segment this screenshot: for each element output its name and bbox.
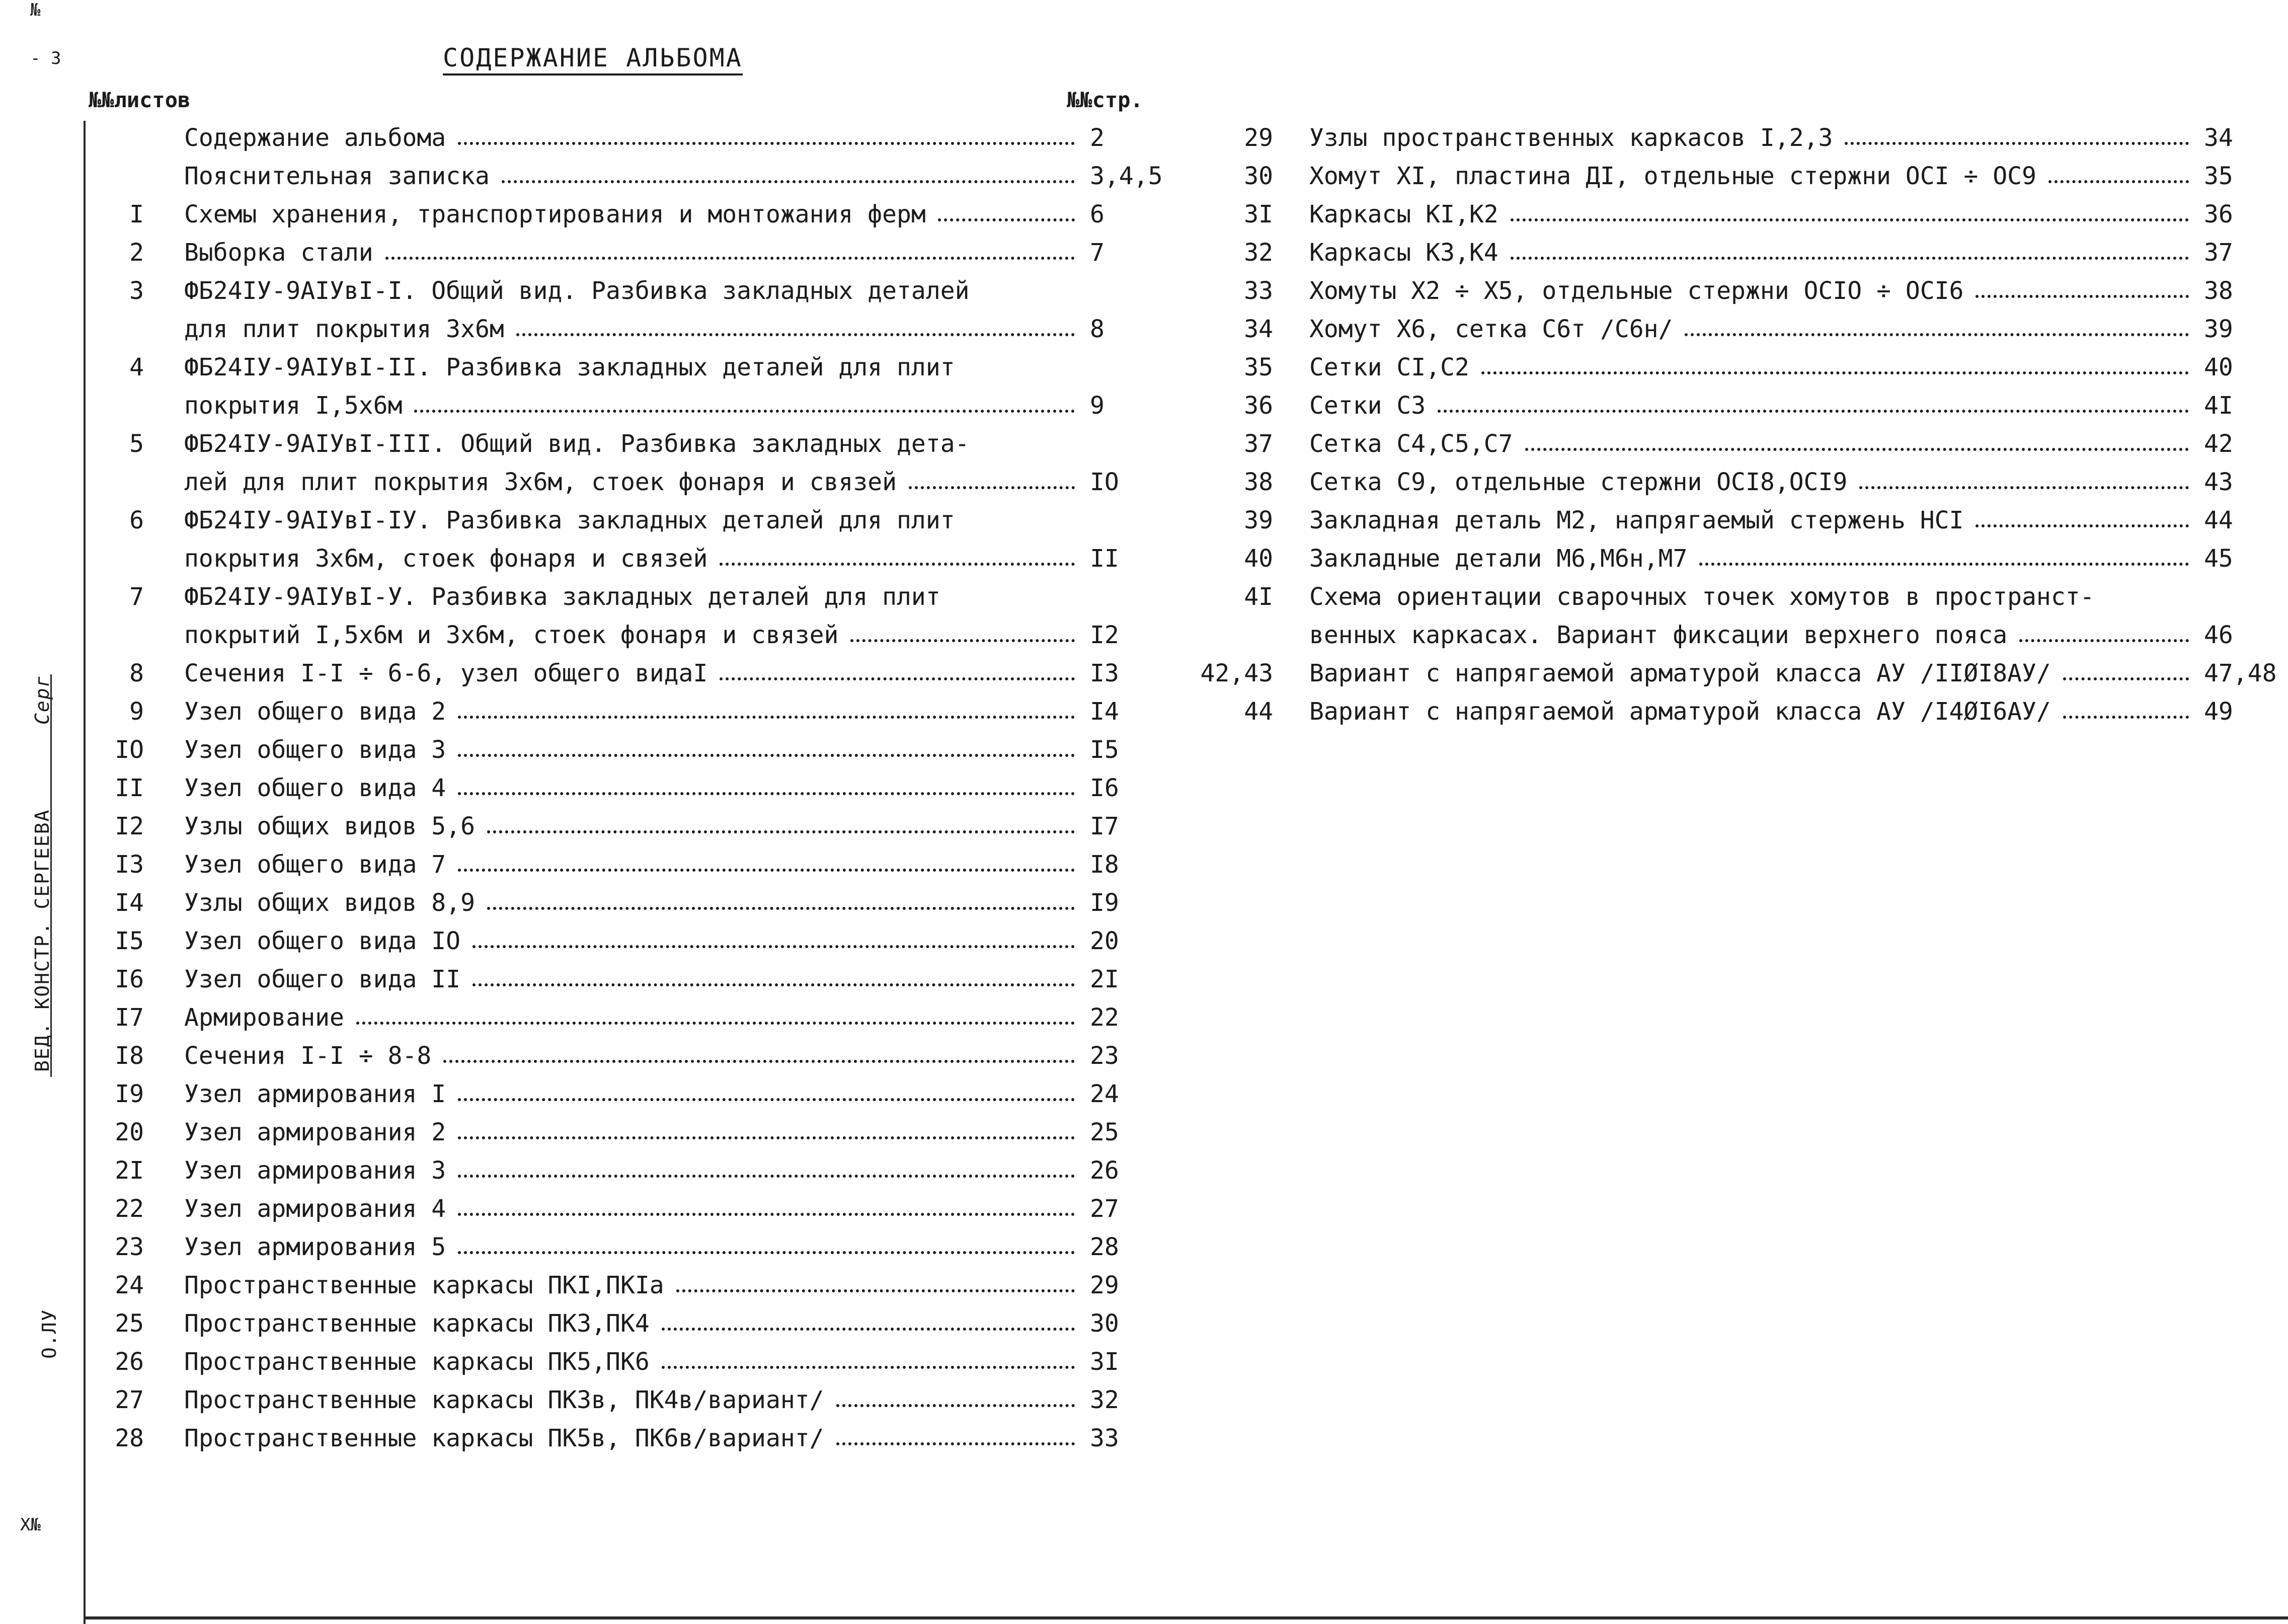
page-number: 25 (1090, 1118, 1119, 1146)
sheet-number: 4I (1244, 583, 1273, 611)
sheet-description: Узел общего вида IO (184, 927, 461, 955)
page-number: 20 (1090, 927, 1119, 955)
toc-row (89, 731, 1170, 769)
sheet-description-continued: покрытий I,5х6м и 3х6м, стоек фонаря и связей (184, 621, 839, 649)
dot-leader (458, 1190, 1075, 1216)
page-number: 3I (1090, 1348, 1119, 1376)
toc-row (1172, 692, 2233, 731)
sheet-number: I3 (115, 850, 144, 879)
sheet-number: 22 (115, 1195, 144, 1223)
sheet-description: Хомуты Х2 ÷ Х5, отдельные стержни ОСIО ÷ ОСI6 (1309, 277, 1964, 305)
sheets-column-header: №№листов (89, 88, 191, 112)
dot-leader (1976, 272, 2189, 298)
dot-leader (458, 1151, 1075, 1178)
sheet-number: 8 (129, 659, 144, 687)
sheet-description-continued: для плит покрытия 3х6м (184, 315, 504, 343)
sheet-description: Пространственные каркасы ПКI,ПКIа (184, 1271, 664, 1299)
toc-row (89, 1266, 1170, 1304)
sheet-number: 25 (115, 1309, 144, 1338)
sheet-number: 6 (129, 506, 144, 534)
sheet-description: Пространственные каркасы ПК3в, ПК4в/вариант/ (184, 1386, 824, 1414)
sheet-number: 33 (1244, 277, 1273, 305)
sheet-description-continued: покрытия 3х6м, стоек фонаря и связей (184, 545, 708, 573)
sheet-number: I9 (115, 1080, 144, 1108)
page-number: I6 (1090, 774, 1119, 802)
page-number: I2 (1090, 621, 1119, 649)
dot-leader (1511, 195, 2189, 221)
toc-row (89, 884, 1170, 922)
sheet-description: Узел общего вида 2 (184, 698, 446, 726)
toc-row (89, 769, 1170, 807)
toc-row (1172, 463, 2233, 501)
dot-leader (458, 845, 1075, 872)
dot-leader (458, 119, 1075, 145)
sheet-number: IO (115, 736, 144, 764)
dot-leader (487, 884, 1075, 910)
toc-row (89, 960, 1170, 998)
sheet-number: 38 (1244, 468, 1273, 496)
vertical-approval-label: ВЕД. КОНСТР. СЕРГЕЕВА (31, 809, 53, 1072)
toc-row (89, 845, 1170, 884)
toc-row (89, 1190, 1170, 1228)
dot-leader (458, 731, 1075, 757)
sheet-number: 27 (115, 1386, 144, 1414)
sheet-number: 3I (1244, 200, 1273, 228)
sheet-description: Армирование (184, 1003, 344, 1032)
dot-leader (1845, 119, 2189, 145)
sheet-number: 39 (1244, 506, 1273, 534)
sheet-number: I2 (115, 812, 144, 840)
sheet-description: Узел армирования 4 (184, 1195, 446, 1223)
sheet-number: I4 (115, 889, 144, 917)
sheet-description: Закладные детали М6,М6н,М7 (1309, 545, 1688, 573)
dot-leader (720, 539, 1075, 566)
toc-row (1172, 539, 2233, 578)
sheet-description: Узлы общих видов 5,6 (184, 812, 475, 840)
dot-leader (850, 616, 1075, 642)
sheet-description: Узел армирования 3 (184, 1156, 446, 1185)
dot-leader (458, 1228, 1075, 1254)
dot-leader (676, 1266, 1075, 1292)
page-number: 37 (2204, 239, 2233, 267)
toc-row (89, 1304, 1170, 1343)
page-number: 22 (1090, 1003, 1119, 1032)
toc-row (1172, 348, 2233, 386)
page-number: 8 (1090, 315, 1104, 343)
sheet-description: Закладная деталь М2, напрягаемый стержень НСI (1309, 506, 1964, 534)
sheet-number: 26 (115, 1348, 144, 1376)
sheet-description: Сечения I-I ÷ 6-6, узел общего видаI (184, 659, 708, 687)
sheet-number: 24 (115, 1271, 144, 1299)
page-number: 45 (2204, 545, 2233, 573)
dot-leader (443, 1037, 1075, 1063)
dot-leader (909, 463, 1075, 489)
toc-row (1172, 501, 2233, 539)
toc-row (89, 654, 1170, 692)
dot-leader (356, 998, 1075, 1025)
sheet-description: ФБ24IУ-9АIУвI-У. Разбивка закладных деталей для плит (184, 583, 940, 611)
sheet-description: Сетки СI,С2 (1309, 353, 1469, 381)
dot-leader (2019, 616, 2189, 642)
sheet-number: 20 (115, 1118, 144, 1146)
sheet-description: Узлы общих видов 8,9 (184, 889, 475, 917)
toc-row (89, 1151, 1170, 1190)
toc-row (1172, 425, 2233, 463)
dot-leader (472, 922, 1075, 948)
page-number: 28 (1090, 1233, 1119, 1261)
sheet-description: ФБ24IУ-9АIУвI-I. Общий вид. Разбивка закладных деталей (184, 277, 970, 305)
sheet-description: Узел армирования 5 (184, 1233, 446, 1261)
sheet-description-continued: венных каркасах. Вариант фиксации верхнего пояса (1309, 621, 2008, 649)
sheet-number: I5 (115, 927, 144, 955)
dot-leader (2063, 654, 2189, 680)
sheet-number: 23 (115, 1233, 144, 1261)
page-number: 3,4,5 (1090, 162, 1163, 190)
toc-row (89, 501, 1170, 573)
sheet-description: Содержание альбома (184, 124, 446, 152)
sheet-description: Пространственные каркасы ПК3,ПК4 (184, 1309, 650, 1338)
toc-row (89, 807, 1170, 845)
page-number: 46 (2204, 621, 2233, 649)
toc-row (89, 157, 1170, 195)
dot-leader (516, 310, 1075, 336)
sheet-description-continued: покрытия I,5х6м (184, 392, 403, 420)
page-number: I9 (1090, 889, 1119, 917)
sheet-description: Узел общего вида 4 (184, 774, 446, 802)
dot-leader (1859, 463, 2189, 489)
toc-row (89, 1343, 1170, 1381)
page-number: I3 (1090, 659, 1119, 687)
footer-left-mark: Х№ (20, 1515, 41, 1535)
sheet-number: 29 (1244, 124, 1273, 152)
page-number: 23 (1090, 1042, 1119, 1070)
page-number: I8 (1090, 850, 1119, 879)
page-number: 36 (2204, 200, 2233, 228)
sheet-number: 7 (129, 583, 144, 611)
sheet-description: Узел армирования I (184, 1080, 446, 1108)
corner-mark: № (30, 0, 41, 20)
sheet-description: Узел общего вида 7 (184, 850, 446, 879)
page-number: 35 (2204, 162, 2233, 190)
sheet-number: 2I (115, 1156, 144, 1185)
sheet-number: I8 (115, 1042, 144, 1070)
sheet-description: Пространственные каркасы ПК5,ПК6 (184, 1348, 650, 1376)
vertical-signature: Серг (31, 674, 53, 725)
toc-row (1172, 272, 2233, 310)
title-block-border (86, 1616, 2288, 1619)
dot-leader (1699, 539, 2189, 566)
margin-line (84, 121, 86, 1624)
sheet-number: 2 (129, 239, 144, 267)
sheet-description: Каркасы К3,К4 (1309, 239, 1498, 267)
sheet-number: 3 (129, 277, 144, 305)
dot-leader (720, 654, 1075, 680)
sheet-number: 34 (1244, 315, 1273, 343)
page-number: I7 (1090, 812, 1119, 840)
dot-leader (2063, 692, 2189, 719)
toc-row (89, 234, 1170, 272)
dot-leader (458, 692, 1075, 719)
sheet-description: Узлы пространственных каркасов I,2,3 (1309, 124, 1833, 152)
sheet-number: I6 (115, 965, 144, 993)
dot-leader (662, 1304, 1075, 1331)
toc-row (1172, 195, 2233, 234)
dot-leader (938, 195, 1075, 221)
toc-row (1172, 234, 2233, 272)
toc-row (89, 692, 1170, 731)
dot-leader (662, 1343, 1075, 1369)
page-number: 2 (1090, 124, 1104, 152)
sheet-description: Схемы хранения, транспортирования и монтожания ферм (184, 200, 926, 228)
dot-leader (2048, 157, 2189, 183)
sheet-number: 44 (1244, 698, 1273, 726)
page-number: 2I (1090, 965, 1119, 993)
sheet-description: Сетка С9, отдельные стержни ОСI8,ОСI9 (1309, 468, 1848, 496)
page-number: 49 (2204, 698, 2233, 726)
sheet-number: 42,43 (1200, 659, 1273, 687)
page-number: 38 (2204, 277, 2233, 305)
toc-row (89, 119, 1170, 157)
page-number: 44 (2204, 506, 2233, 534)
page-number: 29 (1090, 1271, 1119, 1299)
dot-leader (1511, 234, 2189, 260)
dot-leader (385, 234, 1075, 260)
page-number: 7 (1090, 239, 1104, 267)
page-number: I5 (1090, 736, 1119, 764)
page-number: 4I (2204, 392, 2233, 420)
page-number: 24 (1090, 1080, 1119, 1108)
dot-leader (458, 769, 1075, 795)
footer-left-label: О.ЛУ (38, 1308, 60, 1359)
page-number: 9 (1090, 392, 1104, 420)
page-number: 40 (2204, 353, 2233, 381)
sheet-description: Вариант с напрягаемой арматурой класса АУ /I4ØI6АУ/ (1309, 698, 2051, 726)
page-number: I4 (1090, 698, 1119, 726)
sheet-description: Пространственные каркасы ПК5в, ПК6в/вариант/ (184, 1424, 824, 1452)
sheet-description: ФБ24IУ-9АIУвI-II. Разбивка закладных деталей для плит (184, 353, 955, 381)
toc-row (1172, 119, 2233, 157)
dot-leader (458, 1075, 1075, 1101)
page-number: 39 (2204, 315, 2233, 343)
toc-row (89, 578, 1170, 649)
sheet-number: 37 (1244, 430, 1273, 458)
page-mark: - 3 (30, 48, 61, 68)
page-number: 32 (1090, 1386, 1119, 1414)
sheet-number: I7 (115, 1003, 144, 1032)
dot-leader (1438, 386, 2189, 413)
dot-leader (1685, 310, 2189, 336)
sheet-description: Каркасы КI,К2 (1309, 200, 1498, 228)
sheet-description: Сетки С3 (1309, 392, 1426, 420)
page-number: 43 (2204, 468, 2233, 496)
sheet-description: Пояснительная записка (184, 162, 490, 190)
toc-row (1172, 310, 2233, 348)
sheet-number: 4 (129, 353, 144, 381)
toc-row (89, 1419, 1170, 1457)
page-number: 47,48 (2204, 659, 2277, 687)
pages-column-header: №№стр. (1067, 88, 1143, 112)
sheet-description: ФБ24IУ-9АIУвI-IУ. Разбивка закладных деталей для плит (184, 506, 955, 534)
sheet-number: 35 (1244, 353, 1273, 381)
sheet-number: 40 (1244, 545, 1273, 573)
page-number: IO (1090, 468, 1119, 496)
toc-row (89, 1075, 1170, 1113)
sheet-number: 30 (1244, 162, 1273, 190)
sheet-number: 32 (1244, 239, 1273, 267)
toc-row (89, 195, 1170, 234)
dot-leader (1481, 348, 2189, 374)
toc-row (89, 1113, 1170, 1151)
sheet-number: 28 (115, 1424, 144, 1452)
page-number: 42 (2204, 430, 2233, 458)
toc-row (89, 1228, 1170, 1266)
page-number: 26 (1090, 1156, 1119, 1185)
dot-leader (1976, 501, 2189, 527)
dot-leader (836, 1381, 1075, 1407)
sheet-description: Хомут Х6, сетка С6т /С6н/ (1309, 315, 1673, 343)
dot-leader (472, 960, 1075, 986)
sheet-number: 5 (129, 430, 144, 458)
page-number: 34 (2204, 124, 2233, 152)
sheet-description: Выборка стали (184, 239, 373, 267)
dot-leader (487, 807, 1075, 833)
toc-row (1172, 157, 2233, 195)
dot-leader (502, 157, 1075, 183)
toc-row (89, 998, 1170, 1037)
sheet-description: Вариант с напрягаемой арматурой класса АУ /IIØI8АУ/ (1309, 659, 2051, 687)
sheet-description: Схема ориентации сварочных точек хомутов в пространст- (1309, 583, 2095, 611)
page-title: СОДЕРЖАНИЕ АЛЬБОМА (443, 43, 743, 75)
sheet-number: 36 (1244, 392, 1273, 420)
toc-row (1172, 578, 2233, 649)
toc-row (89, 272, 1170, 343)
page-number: 6 (1090, 200, 1104, 228)
toc-row (89, 425, 1170, 496)
page-number: 33 (1090, 1424, 1119, 1452)
sheet-description: Сетка С4,С5,С7 (1309, 430, 1513, 458)
toc-row (89, 1037, 1170, 1075)
page-number: II (1090, 545, 1119, 573)
sheet-number: 9 (129, 698, 144, 726)
sheet-description: ФБ24IУ-9АIУвI-III. Общий вид. Разбивка закладных дета- (184, 430, 970, 458)
toc-row (89, 1381, 1170, 1419)
toc-row (89, 922, 1170, 960)
sheet-number: I (129, 200, 144, 228)
toc-row (1172, 654, 2277, 692)
sheet-description: Узел армирования 2 (184, 1118, 446, 1146)
sheet-description-continued: лей для плит покрытия 3х6м, стоек фонаря и связей (184, 468, 897, 496)
sheet-description: Хомут XI, пластина ДI, отдельные стержни ОСI ÷ ОС9 (1309, 162, 2036, 190)
sheet-description: Узел общего вида II (184, 965, 461, 993)
sheet-description: Узел общего вида 3 (184, 736, 446, 764)
page-number: 27 (1090, 1195, 1119, 1223)
dot-leader (836, 1419, 1075, 1445)
dot-leader (458, 1113, 1075, 1139)
toc-row (1172, 386, 2233, 425)
dot-leader (1525, 425, 2189, 451)
sheet-number: II (115, 774, 144, 802)
dot-leader (414, 386, 1075, 413)
toc-row (89, 348, 1170, 420)
sheet-description: Сечения I-I ÷ 8-8 (184, 1042, 432, 1070)
page-number: 30 (1090, 1309, 1119, 1338)
